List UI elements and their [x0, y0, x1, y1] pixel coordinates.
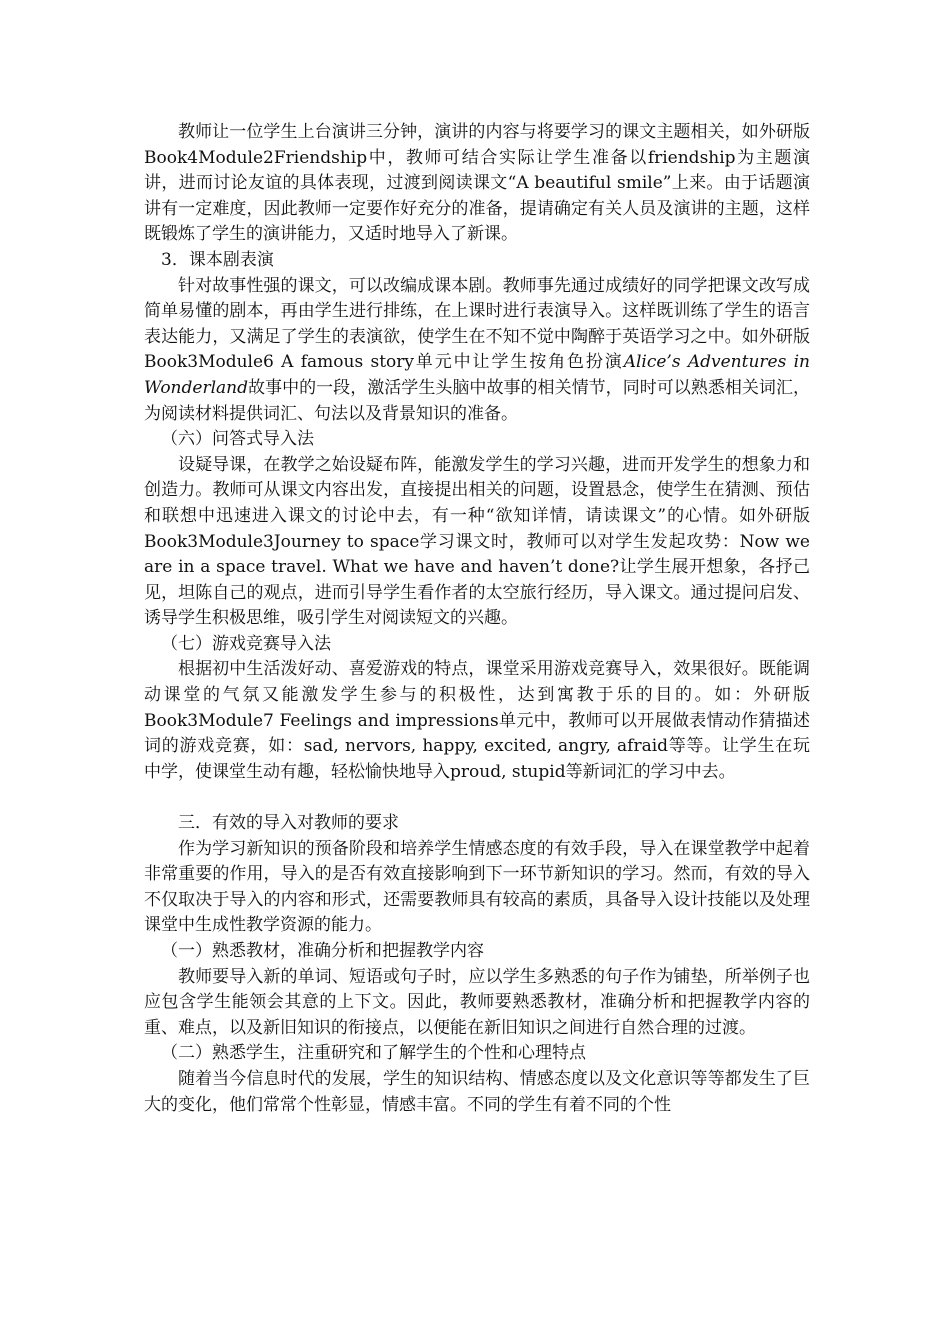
- blank-line: [144, 785, 810, 811]
- subheading: （一）熟悉教材，准确分析和把握教学内容: [161, 941, 484, 961]
- subheading: （六）问答式导入法: [161, 429, 314, 450]
- text-run: 针对故事性强的课文，可以改编成课本剧。教师事先通过成绩好的同学把课文改写成简单易懂的剧本，再由学生进行排练，在上课时进行表演导入。这样既训练了学生的语言表达能力，又满足了学生的表演欲，使学生在不知不觉中陶醉于英语学习之中。如外研版Book3Module6 A famous story单元中让学生按角色扮演: [144, 275, 810, 373]
- paragraph: 教师让一位学生上台演讲三分钟，演讲的内容与将要学习的课文主题相关，如外研版Book4Module2Friendship中，教师可结合实际让学生准备以friendship为主题演讲，进而讨论友谊的具体表现，过渡到阅读课文“A beautiful smile”上来。由于话题演讲有一定难度，因此教师一定要作好充分的准备，提请确定有关人员及演讲的主题，这样既锻炼了学生的演讲能力，又适时地导入了新课。: [144, 122, 810, 245]
- paragraph: 随着当今信息时代的发展，学生的知识结构、情感态度以及文化意识等等都发生了巨大的变化，他们常常个性彰显，情感丰富。不同的学生有着不同的个性: [144, 1068, 810, 1115]
- subheading: （二）熟悉学生，注重研究和了解学生的个性和心理特点: [161, 1043, 586, 1064]
- paragraph: 根据初中生活泼好动、喜爱游戏的特点，课堂采用游戏竞赛导入，效果很好。既能调动课堂的气氛又能激发学生参与的积极性，达到寓教于乐的目的。如：外研版Book3Module7 Feelings and impressions单元中，教师可以开展做表情动作猜描述词的游戏竞赛，如：sad, nervors, happy, excited, angry, afraid等等。让学生在玩中学，使课堂生动有趣，轻松愉快地导入proud, stupid等新词汇的学习中去。: [144, 659, 810, 782]
- document-body: [144, 120, 810, 1118]
- subheading: （七）游戏竞赛导入法: [161, 633, 331, 654]
- subheading: 3．课本剧表演: [161, 249, 274, 270]
- paragraph: 教师要导入新的单词、短语或句子时，应以学生多熟悉的句子作为铺垫，所举例子也应包含学生能领会其意的上下文。因此，教师要熟悉教材，准确分析和把握教学内容的重、难点，以及新旧知识的衔接点，以便能在新旧知识之间进行自然合理的过渡。: [144, 966, 810, 1038]
- text-run: 故事中的一段，激活学生头脑中故事的相关情节，同时可以熟悉相关词汇，为阅读材料提供词汇、句法以及背景知识的准备。: [144, 377, 810, 424]
- italic-title: Alice’s Adventures in Wonderland: [144, 352, 810, 398]
- paragraph: [144, 274, 810, 428]
- paragraph: 设疑导课，在教学之始设疑布阵，能激发学生的学习兴趣，进而开发学生的想象力和创造力。教师可从课文内容出发，直接提出相关的问题，设置悬念，使学生在猜测、预估和联想中迅速进入课文的讨论中去，有一种“欲知详情，请读课文”的心情。如外研版Book3Module3Journey to space学习课文时，教师可以对学生发起攻势：Now we are in a space travel. What we have and haven’t done?让学生展开想象，各抒己见，坦陈自己的观点，进而引导学生看作者的太空旅行经历，导入课文。通过提问启发、诱导学生积极思维，吸引学生对阅读短文的兴趣。: [144, 454, 810, 629]
- section-heading: 三．有效的导入对教师的要求: [178, 813, 399, 834]
- paragraph: 作为学习新知识的预备阶段和培养学生情感态度的有效手段，导入在课堂教学中起着非常重要的作用，导入的是否有效直接影响到下一环节新知识的学习。然而，有效的导入不仅取决于导入的内容和形式，还需要教师具有较高的素质，具备导入设计技能以及处理课堂中生成性教学资源的能力。: [144, 838, 810, 936]
